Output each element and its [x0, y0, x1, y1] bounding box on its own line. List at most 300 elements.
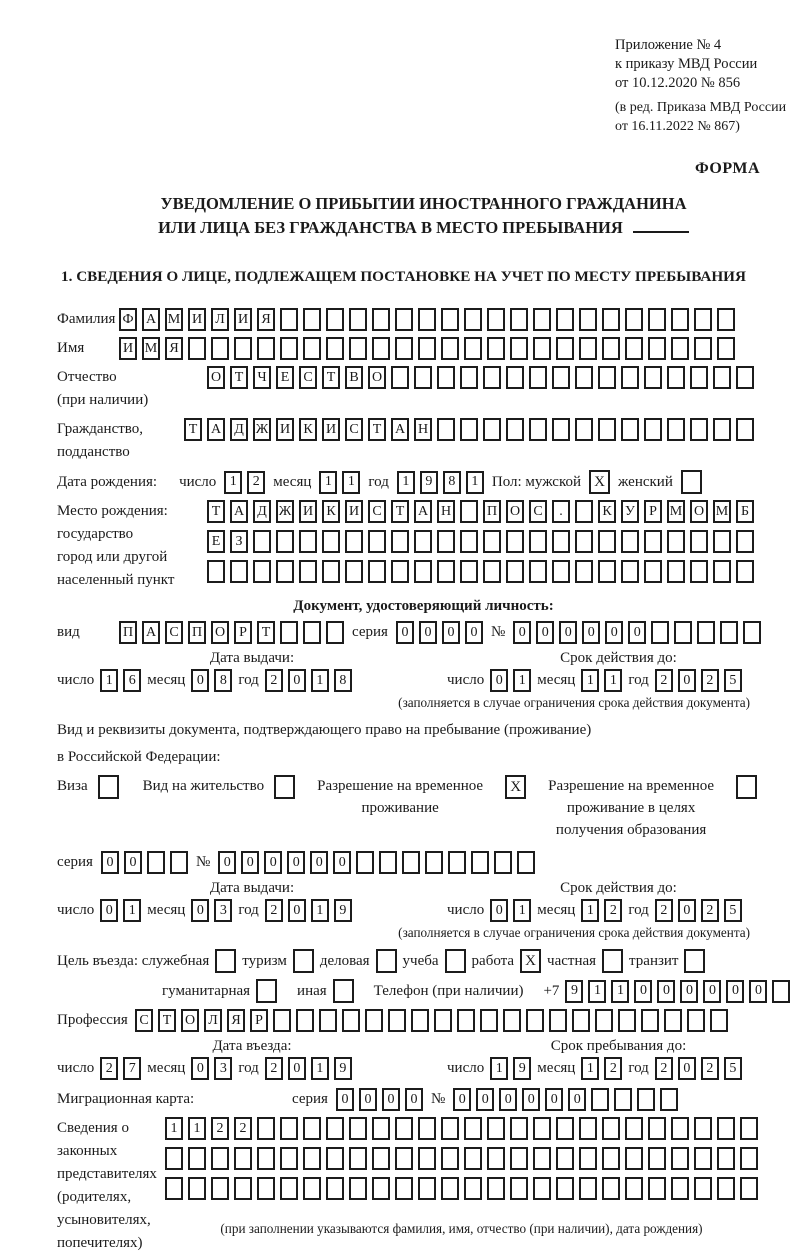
- char-cell[interactable]: [487, 337, 505, 360]
- char-cell[interactable]: [648, 1147, 666, 1170]
- char-cell[interactable]: [625, 1147, 643, 1170]
- char-cell[interactable]: [506, 530, 524, 553]
- char-cell[interactable]: Р: [644, 500, 662, 523]
- char-cell[interactable]: [257, 1177, 275, 1200]
- char-cell[interactable]: 0: [419, 621, 437, 644]
- char-cell[interactable]: 5: [724, 669, 742, 692]
- female-checkbox[interactable]: [681, 470, 702, 494]
- char-cell[interactable]: Т: [322, 366, 340, 389]
- char-cell[interactable]: 2: [265, 899, 283, 922]
- char-cell[interactable]: [299, 530, 317, 553]
- char-cell[interactable]: [441, 1147, 459, 1170]
- char-cell[interactable]: 0: [396, 621, 414, 644]
- char-cell[interactable]: [349, 1147, 367, 1170]
- visa-checkbox[interactable]: [98, 775, 119, 799]
- char-cell[interactable]: [280, 1177, 298, 1200]
- char-cell[interactable]: [717, 308, 735, 331]
- char-cell[interactable]: 1: [342, 471, 360, 494]
- char-cell[interactable]: [391, 560, 409, 583]
- char-cell[interactable]: [648, 1177, 666, 1200]
- char-cell[interactable]: [483, 366, 501, 389]
- char-cell[interactable]: А: [230, 500, 248, 523]
- char-cell[interactable]: [170, 851, 188, 874]
- char-cell[interactable]: [694, 1147, 712, 1170]
- char-cell[interactable]: [487, 1147, 505, 1170]
- char-cell[interactable]: 0: [657, 980, 675, 1003]
- char-cell[interactable]: [687, 1009, 705, 1032]
- char-cell[interactable]: Л: [204, 1009, 222, 1032]
- char-cell[interactable]: [690, 366, 708, 389]
- char-cell[interactable]: Т: [230, 366, 248, 389]
- char-cell[interactable]: [234, 1147, 252, 1170]
- char-cell[interactable]: 0: [559, 621, 577, 644]
- char-cell[interactable]: [319, 1009, 337, 1032]
- char-cell[interactable]: [602, 1147, 620, 1170]
- char-cell[interactable]: 0: [680, 980, 698, 1003]
- residence-permit-checkbox[interactable]: [274, 775, 295, 799]
- char-cell[interactable]: [460, 418, 478, 441]
- char-cell[interactable]: [395, 308, 413, 331]
- char-cell[interactable]: [717, 1177, 735, 1200]
- char-cell[interactable]: [303, 337, 321, 360]
- char-cell[interactable]: 2: [265, 1057, 283, 1080]
- char-cell[interactable]: [372, 1177, 390, 1200]
- char-cell[interactable]: [579, 1117, 597, 1140]
- char-cell[interactable]: [388, 1009, 406, 1032]
- char-cell[interactable]: Е: [276, 366, 294, 389]
- char-cell[interactable]: [464, 1117, 482, 1140]
- char-cell[interactable]: 1: [123, 899, 141, 922]
- char-cell[interactable]: [595, 1009, 613, 1032]
- char-cell[interactable]: [303, 1117, 321, 1140]
- char-cell[interactable]: [556, 337, 574, 360]
- char-cell[interactable]: [575, 530, 593, 553]
- char-cell[interactable]: А: [207, 418, 225, 441]
- char-cell[interactable]: П: [119, 621, 137, 644]
- char-cell[interactable]: [598, 530, 616, 553]
- char-cell[interactable]: [717, 1147, 735, 1170]
- char-cell[interactable]: [188, 1147, 206, 1170]
- char-cell[interactable]: [552, 366, 570, 389]
- char-cell[interactable]: М: [142, 337, 160, 360]
- char-cell[interactable]: Т: [391, 500, 409, 523]
- char-cell[interactable]: 2: [234, 1117, 252, 1140]
- char-cell[interactable]: [464, 308, 482, 331]
- char-cell[interactable]: [234, 1177, 252, 1200]
- char-cell[interactable]: [625, 308, 643, 331]
- char-cell[interactable]: П: [483, 500, 501, 523]
- char-cell[interactable]: [345, 530, 363, 553]
- char-cell[interactable]: [342, 1009, 360, 1032]
- char-cell[interactable]: [526, 1009, 544, 1032]
- char-cell[interactable]: 0: [499, 1088, 517, 1111]
- char-cell[interactable]: 2: [604, 1057, 622, 1080]
- char-cell[interactable]: [372, 337, 390, 360]
- char-cell[interactable]: [533, 1117, 551, 1140]
- char-cell[interactable]: 0: [382, 1088, 400, 1111]
- char-cell[interactable]: [188, 1177, 206, 1200]
- char-cell[interactable]: [556, 308, 574, 331]
- char-cell[interactable]: 0: [124, 851, 142, 874]
- char-cell[interactable]: 0: [191, 669, 209, 692]
- char-cell[interactable]: Д: [230, 418, 248, 441]
- char-cell[interactable]: [694, 1177, 712, 1200]
- char-cell[interactable]: 0: [100, 899, 118, 922]
- char-cell[interactable]: 2: [604, 899, 622, 922]
- char-cell[interactable]: 1: [581, 1057, 599, 1080]
- char-cell[interactable]: [349, 337, 367, 360]
- char-cell[interactable]: С: [529, 500, 547, 523]
- char-cell[interactable]: С: [165, 621, 183, 644]
- char-cell[interactable]: [736, 418, 754, 441]
- char-cell[interactable]: О: [211, 621, 229, 644]
- char-cell[interactable]: [395, 337, 413, 360]
- char-cell[interactable]: [660, 1088, 678, 1111]
- char-cell[interactable]: [503, 1009, 521, 1032]
- char-cell[interactable]: И: [276, 418, 294, 441]
- char-cell[interactable]: 3: [214, 1057, 232, 1080]
- char-cell[interactable]: [736, 530, 754, 553]
- char-cell[interactable]: [671, 1177, 689, 1200]
- char-cell[interactable]: [211, 337, 229, 360]
- char-cell[interactable]: [720, 621, 738, 644]
- char-cell[interactable]: 0: [490, 899, 508, 922]
- char-cell[interactable]: 0: [536, 621, 554, 644]
- char-cell[interactable]: [533, 308, 551, 331]
- char-cell[interactable]: [517, 851, 535, 874]
- char-cell[interactable]: Н: [414, 418, 432, 441]
- char-cell[interactable]: [483, 530, 501, 553]
- char-cell[interactable]: [510, 1117, 528, 1140]
- char-cell[interactable]: 0: [191, 899, 209, 922]
- char-cell[interactable]: [326, 308, 344, 331]
- char-cell[interactable]: [602, 337, 620, 360]
- char-cell[interactable]: [391, 530, 409, 553]
- char-cell[interactable]: 0: [310, 851, 328, 874]
- char-cell[interactable]: [602, 1117, 620, 1140]
- char-cell[interactable]: [625, 1177, 643, 1200]
- char-cell[interactable]: [471, 851, 489, 874]
- char-cell[interactable]: [694, 337, 712, 360]
- char-cell[interactable]: [690, 530, 708, 553]
- char-cell[interactable]: Т: [158, 1009, 176, 1032]
- char-cell[interactable]: [717, 337, 735, 360]
- purpose-study-checkbox[interactable]: [445, 949, 466, 973]
- char-cell[interactable]: Ч: [253, 366, 271, 389]
- char-cell[interactable]: [464, 1177, 482, 1200]
- char-cell[interactable]: [326, 1117, 344, 1140]
- char-cell[interactable]: [591, 1088, 609, 1111]
- char-cell[interactable]: Я: [165, 337, 183, 360]
- char-cell[interactable]: С: [368, 500, 386, 523]
- char-cell[interactable]: [147, 851, 165, 874]
- char-cell[interactable]: [648, 337, 666, 360]
- char-cell[interactable]: 2: [211, 1117, 229, 1140]
- char-cell[interactable]: [506, 418, 524, 441]
- char-cell[interactable]: 0: [405, 1088, 423, 1111]
- char-cell[interactable]: Т: [207, 500, 225, 523]
- char-cell[interactable]: [510, 337, 528, 360]
- char-cell[interactable]: [418, 337, 436, 360]
- char-cell[interactable]: [464, 1147, 482, 1170]
- purpose-business-checkbox[interactable]: [376, 949, 397, 973]
- char-cell[interactable]: [437, 366, 455, 389]
- char-cell[interactable]: [303, 621, 321, 644]
- char-cell[interactable]: [694, 1117, 712, 1140]
- char-cell[interactable]: [365, 1009, 383, 1032]
- char-cell[interactable]: 8: [443, 471, 461, 494]
- char-cell[interactable]: [651, 621, 669, 644]
- char-cell[interactable]: [510, 308, 528, 331]
- char-cell[interactable]: 1: [319, 471, 337, 494]
- char-cell[interactable]: [441, 337, 459, 360]
- char-cell[interactable]: [280, 337, 298, 360]
- char-cell[interactable]: [280, 308, 298, 331]
- char-cell[interactable]: 0: [749, 980, 767, 1003]
- char-cell[interactable]: [326, 1177, 344, 1200]
- char-cell[interactable]: 0: [287, 851, 305, 874]
- char-cell[interactable]: [740, 1177, 758, 1200]
- char-cell[interactable]: Д: [253, 500, 271, 523]
- char-cell[interactable]: [697, 621, 715, 644]
- char-cell[interactable]: К: [299, 418, 317, 441]
- char-cell[interactable]: И: [119, 337, 137, 360]
- char-cell[interactable]: 1: [581, 899, 599, 922]
- char-cell[interactable]: 2: [247, 471, 265, 494]
- char-cell[interactable]: [437, 530, 455, 553]
- char-cell[interactable]: 1: [513, 899, 531, 922]
- char-cell[interactable]: А: [391, 418, 409, 441]
- char-cell[interactable]: [257, 337, 275, 360]
- char-cell[interactable]: [625, 337, 643, 360]
- char-cell[interactable]: [437, 418, 455, 441]
- char-cell[interactable]: 8: [334, 669, 352, 692]
- char-cell[interactable]: 1: [311, 899, 329, 922]
- char-cell[interactable]: О: [690, 500, 708, 523]
- char-cell[interactable]: 9: [334, 1057, 352, 1080]
- char-cell[interactable]: [671, 337, 689, 360]
- char-cell[interactable]: [648, 308, 666, 331]
- char-cell[interactable]: Е: [207, 530, 225, 553]
- char-cell[interactable]: [368, 560, 386, 583]
- char-cell[interactable]: [349, 1177, 367, 1200]
- char-cell[interactable]: [575, 418, 593, 441]
- char-cell[interactable]: [460, 560, 478, 583]
- char-cell[interactable]: [579, 308, 597, 331]
- char-cell[interactable]: [618, 1009, 636, 1032]
- char-cell[interactable]: [188, 337, 206, 360]
- char-cell[interactable]: [713, 560, 731, 583]
- char-cell[interactable]: [556, 1177, 574, 1200]
- purpose-tourism-checkbox[interactable]: [293, 949, 314, 973]
- char-cell[interactable]: [483, 418, 501, 441]
- char-cell[interactable]: [674, 621, 692, 644]
- char-cell[interactable]: 2: [100, 1057, 118, 1080]
- char-cell[interactable]: [372, 1117, 390, 1140]
- char-cell[interactable]: [671, 1117, 689, 1140]
- char-cell[interactable]: 0: [634, 980, 652, 1003]
- char-cell[interactable]: [690, 560, 708, 583]
- char-cell[interactable]: [552, 418, 570, 441]
- char-cell[interactable]: 1: [513, 669, 531, 692]
- char-cell[interactable]: [644, 366, 662, 389]
- char-cell[interactable]: 0: [628, 621, 646, 644]
- char-cell[interactable]: 0: [678, 1057, 696, 1080]
- char-cell[interactable]: Ж: [253, 418, 271, 441]
- char-cell[interactable]: [667, 418, 685, 441]
- char-cell[interactable]: З: [230, 530, 248, 553]
- char-cell[interactable]: 2: [655, 899, 673, 922]
- purpose-private-checkbox[interactable]: [602, 949, 623, 973]
- char-cell[interactable]: Н: [437, 500, 455, 523]
- char-cell[interactable]: [414, 530, 432, 553]
- char-cell[interactable]: В: [345, 366, 363, 389]
- char-cell[interactable]: [671, 308, 689, 331]
- char-cell[interactable]: [664, 1009, 682, 1032]
- char-cell[interactable]: [487, 1177, 505, 1200]
- char-cell[interactable]: 1: [466, 471, 484, 494]
- char-cell[interactable]: [207, 560, 225, 583]
- char-cell[interactable]: [253, 560, 271, 583]
- char-cell[interactable]: [575, 560, 593, 583]
- char-cell[interactable]: [637, 1088, 655, 1111]
- char-cell[interactable]: [625, 1117, 643, 1140]
- char-cell[interactable]: 9: [565, 980, 583, 1003]
- char-cell[interactable]: [418, 308, 436, 331]
- char-cell[interactable]: С: [135, 1009, 153, 1032]
- char-cell[interactable]: [529, 366, 547, 389]
- char-cell[interactable]: О: [181, 1009, 199, 1032]
- char-cell[interactable]: 0: [288, 669, 306, 692]
- char-cell[interactable]: 5: [724, 1057, 742, 1080]
- char-cell[interactable]: [506, 560, 524, 583]
- char-cell[interactable]: [441, 308, 459, 331]
- purpose-official-checkbox[interactable]: [215, 949, 236, 973]
- char-cell[interactable]: [280, 1117, 298, 1140]
- char-cell[interactable]: [717, 1117, 735, 1140]
- purpose-humanitarian-checkbox[interactable]: [256, 979, 277, 1003]
- char-cell[interactable]: 0: [476, 1088, 494, 1111]
- char-cell[interactable]: И: [322, 418, 340, 441]
- char-cell[interactable]: [579, 337, 597, 360]
- char-cell[interactable]: С: [345, 418, 363, 441]
- char-cell[interactable]: 0: [218, 851, 236, 874]
- char-cell[interactable]: [740, 1147, 758, 1170]
- char-cell[interactable]: [418, 1147, 436, 1170]
- char-cell[interactable]: 0: [490, 669, 508, 692]
- char-cell[interactable]: [303, 308, 321, 331]
- char-cell[interactable]: 2: [655, 669, 673, 692]
- char-cell[interactable]: [598, 418, 616, 441]
- char-cell[interactable]: [644, 560, 662, 583]
- char-cell[interactable]: [211, 1147, 229, 1170]
- char-cell[interactable]: 1: [581, 669, 599, 692]
- char-cell[interactable]: [299, 560, 317, 583]
- char-cell[interactable]: П: [188, 621, 206, 644]
- char-cell[interactable]: [414, 366, 432, 389]
- char-cell[interactable]: [480, 1009, 498, 1032]
- char-cell[interactable]: [533, 337, 551, 360]
- char-cell[interactable]: 0: [465, 621, 483, 644]
- char-cell[interactable]: [349, 1117, 367, 1140]
- char-cell[interactable]: [736, 560, 754, 583]
- char-cell[interactable]: Ж: [276, 500, 294, 523]
- char-cell[interactable]: [614, 1088, 632, 1111]
- char-cell[interactable]: [276, 560, 294, 583]
- char-cell[interactable]: 1: [588, 980, 606, 1003]
- char-cell[interactable]: 9: [420, 471, 438, 494]
- char-cell[interactable]: 0: [333, 851, 351, 874]
- char-cell[interactable]: Р: [250, 1009, 268, 1032]
- char-cell[interactable]: А: [142, 621, 160, 644]
- char-cell[interactable]: 2: [701, 899, 719, 922]
- char-cell[interactable]: [621, 418, 639, 441]
- char-cell[interactable]: [671, 1147, 689, 1170]
- char-cell[interactable]: [506, 366, 524, 389]
- char-cell[interactable]: [667, 366, 685, 389]
- char-cell[interactable]: [234, 337, 252, 360]
- char-cell[interactable]: [257, 1117, 275, 1140]
- char-cell[interactable]: [460, 500, 478, 523]
- char-cell[interactable]: 1: [311, 1057, 329, 1080]
- char-cell[interactable]: [434, 1009, 452, 1032]
- char-cell[interactable]: Ф: [119, 308, 137, 331]
- char-cell[interactable]: Б: [736, 500, 754, 523]
- char-cell[interactable]: [322, 560, 340, 583]
- char-cell[interactable]: [414, 560, 432, 583]
- char-cell[interactable]: О: [368, 366, 386, 389]
- char-cell[interactable]: О: [506, 500, 524, 523]
- char-cell[interactable]: [533, 1147, 551, 1170]
- char-cell[interactable]: 0: [545, 1088, 563, 1111]
- char-cell[interactable]: [372, 1147, 390, 1170]
- char-cell[interactable]: Я: [257, 308, 275, 331]
- char-cell[interactable]: 0: [703, 980, 721, 1003]
- char-cell[interactable]: .: [552, 500, 570, 523]
- char-cell[interactable]: [556, 1117, 574, 1140]
- char-cell[interactable]: [667, 530, 685, 553]
- char-cell[interactable]: [648, 1117, 666, 1140]
- char-cell[interactable]: И: [188, 308, 206, 331]
- char-cell[interactable]: 1: [311, 669, 329, 692]
- char-cell[interactable]: [598, 366, 616, 389]
- char-cell[interactable]: [772, 980, 790, 1003]
- char-cell[interactable]: [437, 560, 455, 583]
- char-cell[interactable]: У: [621, 500, 639, 523]
- char-cell[interactable]: [694, 308, 712, 331]
- char-cell[interactable]: [549, 1009, 567, 1032]
- char-cell[interactable]: [395, 1117, 413, 1140]
- char-cell[interactable]: А: [414, 500, 432, 523]
- char-cell[interactable]: 6: [123, 669, 141, 692]
- char-cell[interactable]: [257, 1147, 275, 1170]
- char-cell[interactable]: [602, 308, 620, 331]
- char-cell[interactable]: Л: [211, 308, 229, 331]
- char-cell[interactable]: [464, 337, 482, 360]
- char-cell[interactable]: 1: [100, 669, 118, 692]
- char-cell[interactable]: С: [299, 366, 317, 389]
- purpose-transit-checkbox[interactable]: [684, 949, 705, 973]
- char-cell[interactable]: [165, 1147, 183, 1170]
- char-cell[interactable]: [303, 1147, 321, 1170]
- char-cell[interactable]: О: [207, 366, 225, 389]
- char-cell[interactable]: [575, 500, 593, 523]
- char-cell[interactable]: [418, 1177, 436, 1200]
- char-cell[interactable]: [572, 1009, 590, 1032]
- char-cell[interactable]: Т: [368, 418, 386, 441]
- char-cell[interactable]: [326, 1147, 344, 1170]
- char-cell[interactable]: Р: [234, 621, 252, 644]
